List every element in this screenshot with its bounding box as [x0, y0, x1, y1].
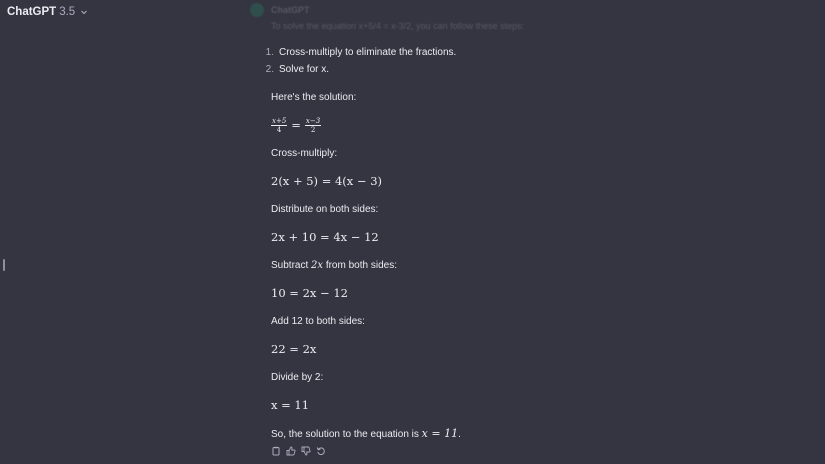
- list-item: [259, 62, 639, 78]
- fraction-lhs: $\frac{x+5}{4}$: [272, 117, 287, 134]
- assistant-avatar: [250, 3, 264, 17]
- divide-equation: x = 11: [271, 398, 310, 412]
- clipboard-icon[interactable]: [271, 446, 281, 456]
- distribute-label: Distribute on both sides:: [271, 204, 379, 215]
- add-label: Add 12 to both sides:: [271, 316, 365, 327]
- step-number: 2.: [265, 64, 274, 75]
- faded-message-header: [250, 3, 550, 35]
- step-text: Solve for x.: [279, 64, 330, 75]
- cross-multiply-equation: 2(x + 5) = 4(x − 3): [271, 174, 383, 188]
- model-version: 3.5: [59, 6, 76, 18]
- thumbs-up-icon[interactable]: [286, 446, 296, 456]
- intro-text: To solve the equation x+5/4 = x-3/2, you can follow these steps:: [271, 21, 525, 31]
- solution-intro: Here's the solution:: [271, 92, 357, 103]
- add-equation: 22 = 2x: [271, 342, 317, 356]
- app-name: ChatGPT: [7, 6, 57, 18]
- author-name: ChatGPT: [271, 5, 310, 15]
- refresh-icon[interactable]: [316, 446, 326, 456]
- steps-list: [259, 45, 639, 78]
- subtract-label: Subtract 2x from both sides:: [271, 260, 397, 271]
- divide-label: Divide by 2:: [271, 372, 324, 383]
- step-number: 1.: [265, 47, 274, 58]
- chevron-down-icon: [79, 7, 89, 17]
- fraction-rhs: $\frac{x-3}{2}$: [305, 117, 321, 134]
- thumbs-down-icon[interactable]: [301, 446, 311, 456]
- list-item: [259, 45, 639, 61]
- cross-multiply-label: Cross-multiply:: [271, 148, 338, 159]
- model-selector[interactable]: [7, 6, 89, 18]
- steps-list-container: [259, 45, 639, 79]
- subtract-equation: 10 = 2x − 12: [271, 286, 348, 300]
- sidebar-resize-handle[interactable]: [3, 259, 5, 271]
- distribute-equation: 2x + 10 = 4x − 12: [271, 230, 379, 244]
- step-text: Cross-multiply to eliminate the fractions.: [279, 47, 457, 58]
- message-actions: [271, 446, 326, 456]
- equation: $\frac{x+5}{4}$ = $\frac{x-3}{2}$: [272, 117, 321, 134]
- conclusion: So, the solution to the equation is x = 11.: [271, 427, 461, 440]
